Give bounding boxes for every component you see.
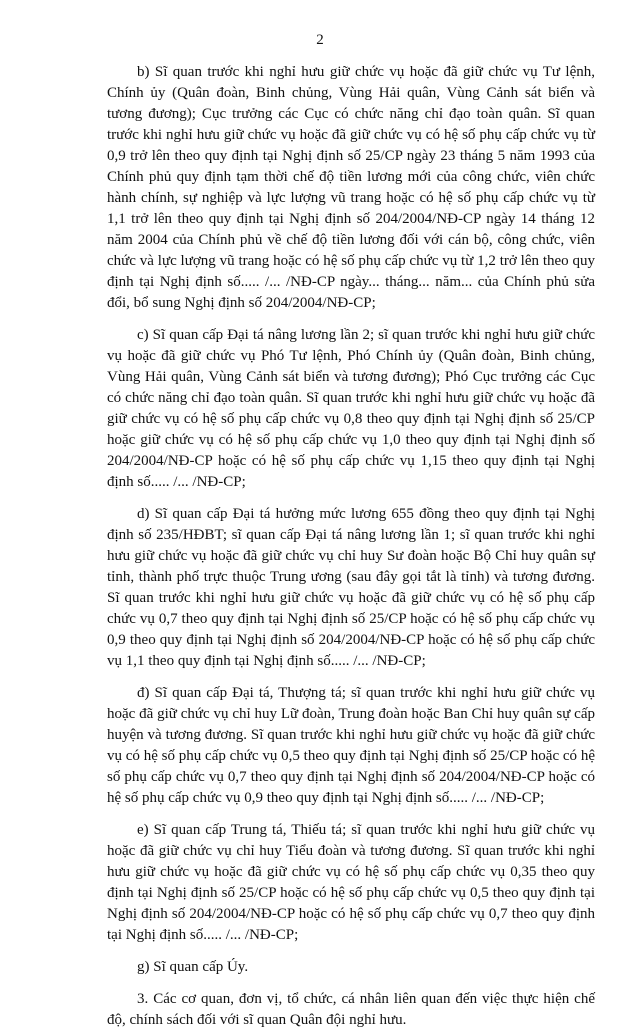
paragraph-e: e) Sĩ quan cấp Trung tá, Thiếu tá; sĩ quan trước khi nghỉ hưu giữ chức vụ hoặc đã giữ chức vụ chỉ huy Tiểu đoàn và tương đương. Sĩ quan trước khi nghỉ hưu giữ chức vụ hoặc đã giữ chức vụ có hệ số phụ cấp chức vụ 0,35 theo quy định tại Nghị định số 25/CP hoặc có hệ số phụ cấp chức vụ 0,5 theo quy định tại Nghị định số 204/2004/NĐ-CP hoặc có hệ số phụ cấp chức vụ 0,7 theo quy định tại Nghị định số..... /... /NĐ-CP; [107, 822, 595, 943]
paragraph-g: g) Sĩ quan cấp Úy. [137, 959, 249, 975]
paragraph-c: c) Sĩ quan cấp Đại tá nâng lương lần 2; sĩ quan trước khi nghỉ hưu giữ chức vụ hoặc đã giữ chức vụ Phó Tư lệnh, Phó Chính ủy (Quân đoàn, Binh chủng, Vùng Hải quân, Vùng Cảnh sát biển và tương đương); Phó Cục trưởng các Cục có chức năng chỉ đạo toàn quân. Sĩ quan trước khi nghỉ hưu giữ chức vụ hoặc đã giữ chức vụ có hệ số phụ cấp chức vụ 0,8 theo quy định tại Nghị định số 25/CP hoặc giữ chức vụ có hệ số phụ cấp chức vụ 1,0 theo quy định tại Nghị định số 204/2004/NĐ-CP hoặc có hệ số phụ cấp chức vụ 1,15 theo quy định tại Nghị định số..... /... /NĐ-CP; [107, 327, 595, 490]
document-body [107, 62, 595, 1031]
paragraph-b: b) Sĩ quan trước khi nghỉ hưu giữ chức vụ hoặc đã giữ chức vụ Tư lệnh, Chính ủy (Quân đoàn, Binh chủng, Vùng Hải quân, Vùng Cảnh sát biển và tương đương); Cục trưởng các Cục có chức năng chỉ đạo toàn quân. Sĩ quan trước khi nghỉ hưu giữ chức vụ hoặc đã giữ chức vụ có hệ số phụ cấp chức vụ từ 0,9 trở lên theo quy định tại Nghị định số 25/CP ngày 23 tháng 5 năm 1993 của Chính phủ quy định tạm thời chế độ tiền lương mới của công chức, viên chức hành chính, sự nghiệp và lực lượng vũ trang hoặc có hệ số phụ cấp chức vụ từ 1,1 trở lên theo quy định tại Nghị định số 204/2004/NĐ-CP ngày 14 tháng 12 năm 2004 của Chính phủ về chế độ tiền lương đối với cán bộ, công chức, viên chức và lực lượng vũ trang hoặc có hệ số phụ cấp chức vụ từ 1,2 trở lên theo quy định tại Nghị định số..... /... /NĐ-CP ngày... tháng... năm... của Chính phủ sửa đổi, bổ sung Nghị định số 204/2004/NĐ-CP; [107, 64, 595, 311]
paragraph-3: 3. Các cơ quan, đơn vị, tổ chức, cá nhân liên quan đến việc thực hiện chế độ, chính sách đối với sĩ quan Quân đội nghỉ hưu. [107, 991, 595, 1028]
page-number: 2 [316, 32, 324, 48]
paragraph-dd: đ) Sĩ quan cấp Đại tá, Thượng tá; sĩ quan trước khi nghỉ hưu giữ chức vụ hoặc đã giữ chức vụ chỉ huy Lữ đoàn, Trung đoàn hoặc Ban Chỉ huy quân sự cấp huyện và tương đương. Sĩ quan trước khi nghỉ hưu giữ chức vụ hoặc đã giữ chức vụ có hệ số phụ cấp chức vụ 0,5 theo quy định tại Nghị định số 25/CP hoặc có hệ số phụ cấp chức vụ 0,7 theo quy định tại Nghị định số 204/2004/NĐ-CP hoặc có hệ số phụ cấp chức vụ 0,9 theo quy định tại Nghị định số..... /... /NĐ-CP; [107, 685, 595, 806]
paragraph-d: d) Sĩ quan cấp Đại tá hưởng mức lương 655 đồng theo quy định tại Nghị định số 235/HĐBT; sĩ quan cấp Đại tá nâng lương lần 1; sĩ quan trước khi nghỉ hưu giữ chức vụ hoặc đã giữ chức vụ chỉ huy Sư đoàn hoặc Bộ Chỉ huy quân sự tỉnh, thành phố trực thuộc Trung ương (sau đây gọi tắt là tỉnh) và tương đương. Sĩ quan trước khi nghỉ hưu giữ chức vụ hoặc đã giữ chức vụ có hệ số phụ cấp chức vụ 0,7 theo quy định tại Nghị định số 25/CP hoặc có hệ số phụ cấp chức vụ 0,9 theo quy định tại Nghị định số 204/2004/NĐ-CP hoặc có hệ số phụ cấp chức vụ 1,1 theo quy định tại Nghị định số..... /... /NĐ-CP; [107, 506, 595, 669]
